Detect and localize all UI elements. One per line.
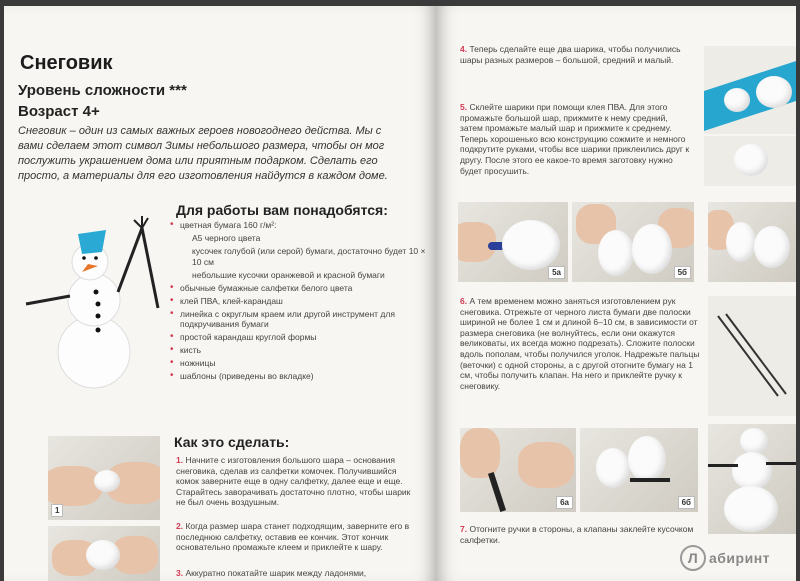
- step-number: 2.: [176, 521, 184, 531]
- step-photo-6a: [460, 428, 576, 512]
- step-text: А тем временем можно заняться изготовлением рук снеговика. Отрежьте от черного листа бумаги две полоски шириной не более 1 см и длиной 6–10 см, в зависимости от размера снеговика (не волнуйтесь, если они окажутся великоваты, их всегда можно подрезать). Сложите полоски вдоль пополам, чтобы получился уголок. Надрежьте пальцы (веточки) с одной стороны, а с другой отогните бумагу на 1 см, чтобы получить клапан. На него и приклейте ручку к снеговику.: [460, 296, 700, 391]
- step-photo-6b: [580, 428, 698, 512]
- intro-text: Снеговик – один из самых важных героев новогоднего действа. Мы с вами сделаем этот символ Зимы небольшого размера, чтобы он мог послужить украшением дома или приятным подарком. Сделать его просто, а материалы для его изготовления найдутся в каждом доме.: [18, 125, 388, 182]
- step-text: Теперь сделайте еще два шарика, чтобы получились шары разных размеров – большой, средний и малый.: [460, 44, 681, 65]
- step-photo-7: [708, 424, 796, 534]
- step-6: [460, 296, 700, 391]
- list-item: • простой карандаш круглой формы: [170, 332, 432, 343]
- list-item: • линейка с округлым краем или другой инструмент для подкручивания бумаги: [170, 309, 432, 330]
- step-text: Аккуратно покатайте шарик между ладонями,: [185, 568, 367, 578]
- list-item: • клей ПВА, клей-карандаш: [170, 296, 432, 307]
- step-7: [460, 524, 700, 545]
- step-1: [176, 455, 416, 508]
- photo-label: 5б: [674, 266, 691, 279]
- step-number: 5.: [460, 102, 468, 112]
- list-subitem: небольшие кусочки оранжевой и красной бумаги: [192, 269, 385, 280]
- step-3: [176, 568, 416, 579]
- list-item: • шаблоны (приведены во вкладке): [170, 371, 432, 382]
- step-text: Начните с изготовления большого шара – основания снеговика, сделав из салфетки комочек. Получившийся комок заверните еще в одну салфетку, далее еще и еще. Старайтесь заворачивать достаточно плотно, чтобы шарик не был очень воздушным.: [176, 455, 411, 508]
- list-item: • обычные бумажные салфетки белого цвета: [170, 283, 432, 294]
- step-photo-1: [48, 436, 160, 520]
- step-photo-5c: [708, 202, 796, 282]
- right-page: [436, 6, 796, 581]
- list-subitem: А5 черного цвета: [192, 233, 261, 243]
- photo-label: 6б: [678, 496, 695, 509]
- step-number: 7.: [460, 524, 468, 534]
- step-number: 1.: [176, 455, 184, 465]
- step-photo-2: [48, 526, 160, 581]
- publisher-logo: [680, 545, 770, 571]
- materials-list: [170, 220, 432, 384]
- snowman-illustration: [18, 212, 170, 394]
- step-photo-6: [708, 296, 796, 416]
- logo-icon: Л: [680, 545, 706, 571]
- step-text: Отогните ручки в стороны, а клапаны заклейте кусочком салфетки.: [460, 524, 694, 545]
- step-photo-4: [704, 46, 796, 134]
- list-item: • ножницы: [170, 358, 432, 369]
- step-text: Когда размер шара станет подходящим, заверните его в последнюю салфетку, оставив ее кончик. Этот кончик основательно промажьте клеем и приклейте к шару.: [176, 521, 410, 553]
- list-item: • цветная бумага 160 г/м²:: [170, 220, 432, 231]
- step-photo-5b: [572, 202, 694, 282]
- step-2: [176, 521, 416, 553]
- photo-label: 6а: [556, 496, 573, 509]
- page-title: Снеговик: [20, 52, 113, 74]
- materials-heading: Для работы вам понадобятся:: [176, 202, 388, 218]
- step-5: [460, 102, 692, 176]
- step-text: Склейте шарики при помощи клея ПВА. Для этого промажьте большой шар, прижмите к нему средний, затем промажьте малый шар и прижмите к среднему. Теперь хорошенько всю конструкцию сожмите и немного подкрутите руками, чтобы все шарики приклеились друг к другу. После этого ее какое-то время заготовку нужно будет просушить.: [460, 102, 690, 176]
- logo-text: абиринт: [709, 550, 771, 566]
- step-4: [460, 44, 692, 65]
- left-page: [4, 6, 436, 581]
- age-label: Возраст 4+: [18, 103, 100, 120]
- list-item: • кисть: [170, 345, 432, 356]
- step-number: 6.: [460, 296, 468, 306]
- difficulty-label: Уровень сложности ***: [18, 82, 187, 99]
- paper-arm-sketch: [708, 296, 796, 416]
- list-subitem: кусочек голубой (или серой) бумаги, достаточно будет 10 × 10 см: [192, 246, 426, 267]
- photo-label: 1: [51, 504, 63, 517]
- howto-heading: Как это сделать:: [174, 434, 290, 450]
- photo-label: 5а: [548, 266, 565, 279]
- step-photo-4b: [704, 136, 796, 186]
- step-photo-5a: [458, 202, 568, 282]
- step-number: 4.: [460, 44, 468, 54]
- step-number: 3.: [176, 568, 184, 578]
